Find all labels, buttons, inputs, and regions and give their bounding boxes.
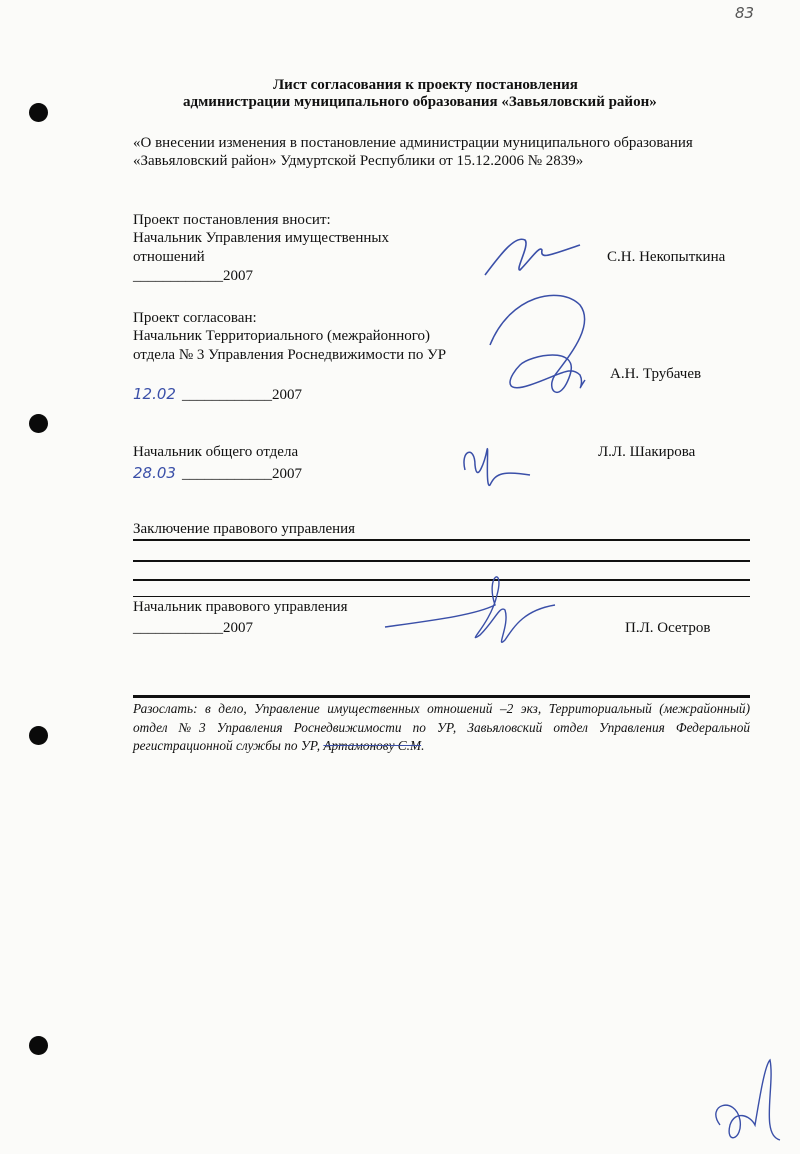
submitter-heading: Проект постановления вносит: bbox=[133, 212, 331, 228]
signature-trubachev bbox=[470, 285, 620, 415]
legal-date: ____________2007 bbox=[133, 620, 253, 636]
punch-hole bbox=[29, 414, 48, 433]
signature-osetrov bbox=[385, 565, 585, 655]
conclusion-line bbox=[133, 560, 750, 562]
approval1-date-row bbox=[133, 385, 302, 404]
submitter-name: С.Н. Некопыткина bbox=[607, 249, 726, 265]
approval2-position: Начальник общего отдела bbox=[133, 444, 299, 460]
approval1-date-handwritten: 12.02 bbox=[133, 385, 176, 403]
punch-hole bbox=[29, 726, 48, 745]
punch-hole bbox=[29, 103, 48, 122]
distribution-divider bbox=[133, 695, 750, 698]
approval2-name: Л.Л. Шакирова bbox=[598, 444, 696, 460]
legal-name: П.Л. Осетров bbox=[625, 620, 711, 636]
signature-shakirova bbox=[455, 430, 535, 495]
distribution-end: . bbox=[421, 738, 425, 753]
approval2-date: ____________2007 bbox=[181, 466, 302, 482]
distribution-list bbox=[133, 700, 750, 756]
approval1-name: А.Н. Трубачев bbox=[610, 366, 702, 382]
legal-position: Начальник правового управления bbox=[133, 599, 348, 615]
subject-line-1: «О внесении изменения в постановление администрации муниципального образования bbox=[133, 135, 693, 151]
conclusion-line bbox=[133, 539, 750, 541]
subject-line-2: «Завьяловский район» Удмуртской Республики от 15.12.2006 № 2839» bbox=[133, 153, 584, 169]
approval1-position-1: Начальник Территориального (межрайонного) bbox=[133, 328, 430, 344]
title-line-2: администрации муниципального образования «Завьяловский район» bbox=[183, 94, 657, 110]
submitter-date: ____________2007 bbox=[133, 268, 253, 284]
submitter-position-1: Начальник Управления имущественных bbox=[133, 230, 389, 246]
submitter-position-2: отношений bbox=[133, 249, 205, 265]
title-line-1: Лист согласования к проекту постановления bbox=[273, 77, 578, 93]
punch-hole bbox=[29, 1036, 48, 1055]
approval2-date-row bbox=[133, 464, 302, 483]
approval2-date-handwritten: 28.03 bbox=[133, 464, 176, 482]
legal-conclusion-label: Заключение правового управления bbox=[133, 521, 356, 537]
approval1-position-2: отдела № 3 Управления Роснедвижимости по УР bbox=[133, 347, 447, 363]
signature-nekopytkina bbox=[480, 225, 590, 285]
distribution-text: Разослать: в дело, Управление имущественных отношений –2 экз, Территориальный (межрайонный) отдел №3 Управления Роснедвижимости по УР, Завьяловский отдел Управления Федеральной регистрационной службы по УР, bbox=[133, 701, 750, 753]
approval1-heading: Проект согласован: bbox=[133, 310, 257, 326]
page-number: 83 bbox=[735, 4, 755, 22]
bottom-initials bbox=[705, 1055, 795, 1150]
approval1-date: ____________2007 bbox=[181, 387, 302, 403]
distribution-struck-name: Артамонову С.М bbox=[323, 738, 422, 753]
